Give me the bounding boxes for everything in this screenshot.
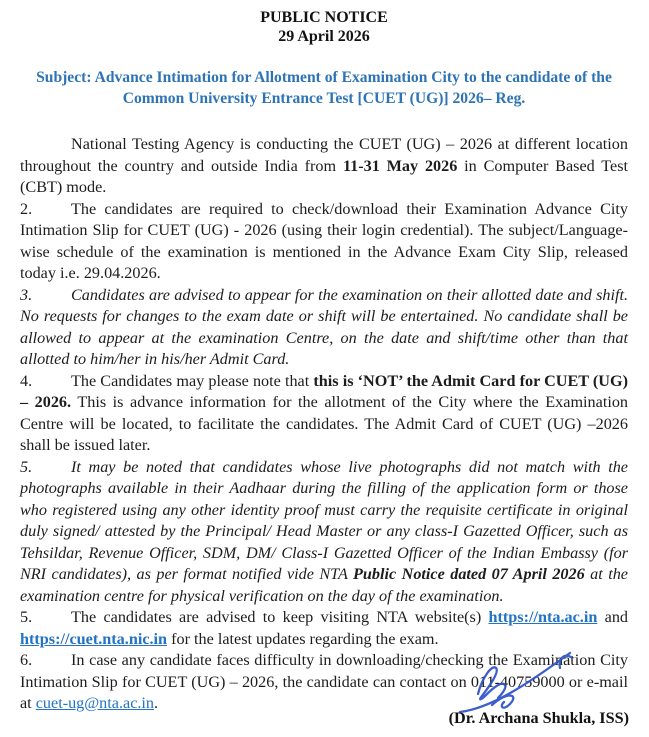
paragraph-number: 4.	[20, 371, 33, 390]
text-run: The Candidates may please note that	[71, 371, 314, 390]
text-run: in Computer Based Test (CBT) mode.	[20, 156, 629, 196]
notice-body	[20, 134, 628, 715]
subject-line-1: Subject: Advance Intimation for Allotment of Examination City to the candidate of the	[36, 69, 612, 86]
text-run: Public Notice dated 07 April 2026	[353, 565, 585, 583]
notice-paragraph	[20, 199, 628, 285]
notice-paragraph	[20, 457, 628, 608]
notice-paragraph	[20, 371, 628, 457]
subject-heading	[20, 67, 628, 109]
notice-paragraph	[20, 134, 628, 199]
text-run: and	[597, 608, 629, 626]
paragraph-number: 6.	[20, 651, 33, 669]
nta-website-link[interactable]: https://nta.ac.in	[488, 608, 598, 626]
paragraph-number: 5.	[20, 608, 33, 626]
text-run: The candidates are advised to keep visiting NTA website(s)	[71, 608, 489, 626]
cuet-website-link[interactable]: https://cuet.nta.nic.in	[20, 629, 168, 648]
text-run: This is advance information for the allotment of the City where the Examination Centre will be located, to facilitate the candidates. The Admit Card of CUET (UG) –2026 shall be issued later.	[20, 393, 629, 454]
notice-paragraph	[20, 650, 628, 715]
text-run: Candidates are advised to appear for the examination on their allotted date and shift. No requests for changes to the exam date or shift will be entertained. No candidate shall be allowed to appear at the examination Centre, on the date and shift/time other than that allotted to him/her in his/her Admit Card.	[20, 285, 628, 368]
text-run: for the latest updates regarding the exam.	[167, 629, 439, 648]
signer-name: (Dr. Archana Shukla, ISS)	[448, 709, 629, 727]
email-link[interactable]: cuet-ug@nta.ac.in	[35, 694, 155, 712]
subject-line-2: Common University Entrance Test [CUET (UG)] 2026– Reg.	[122, 90, 526, 107]
page-title: PUBLIC NOTICE	[260, 9, 388, 26]
paragraph-number: 2.	[20, 199, 33, 218]
title-block	[20, 8, 628, 46]
text-run: National Testing Agency is conducting the CUET (UG) – 2026 at different location throughout the country and outside India from	[20, 135, 628, 175]
text-run: 11-31 May 2026	[342, 156, 458, 175]
text-run: at the examination centre for physical verification on the day of the examination.	[20, 565, 628, 605]
text-run: this is ‘NOT’ the Admit Card for CUET (UG) – 2026.	[20, 371, 628, 411]
notice-date: 29 April 2026	[278, 28, 370, 45]
text-run: It may be noted that candidates whose live photographs did not match with the photographs available in their Aadhaar during the filling of the application form or those who registered using any other identity proof must carry the requisite certificate in original duly signed/ attested by the Principal/ Head Master or any class-I Gazetted Officer, such as Tehsildar, Revenue Officer, SDM, DM/ Class-I Gazetted Officer of the Indian Embassy (for NRI candidates), as per format notified vide NTA	[20, 457, 628, 583]
text-run: .	[154, 694, 159, 712]
text-run: In case any candidate faces difficulty in downloading/checking the Examination City Intimation Slip for CUET (UG) – 2026, the candidate can contact on 011-40759000 or e-mail at	[20, 651, 628, 712]
text-run: The candidates are required to check/download their Examination Advance City Intimation Slip for CUET (UG) - 2026 (using their login credential). The subject/Language-wise schedule of the examination is mentioned in the Advance Exam City Slip, released today i.e. 29.04.2026.	[20, 199, 628, 282]
paragraph-number: 3.	[20, 285, 33, 304]
notice-paragraph	[20, 285, 628, 371]
paragraph-number: 5.	[20, 457, 33, 476]
notice-paragraph	[20, 607, 628, 650]
